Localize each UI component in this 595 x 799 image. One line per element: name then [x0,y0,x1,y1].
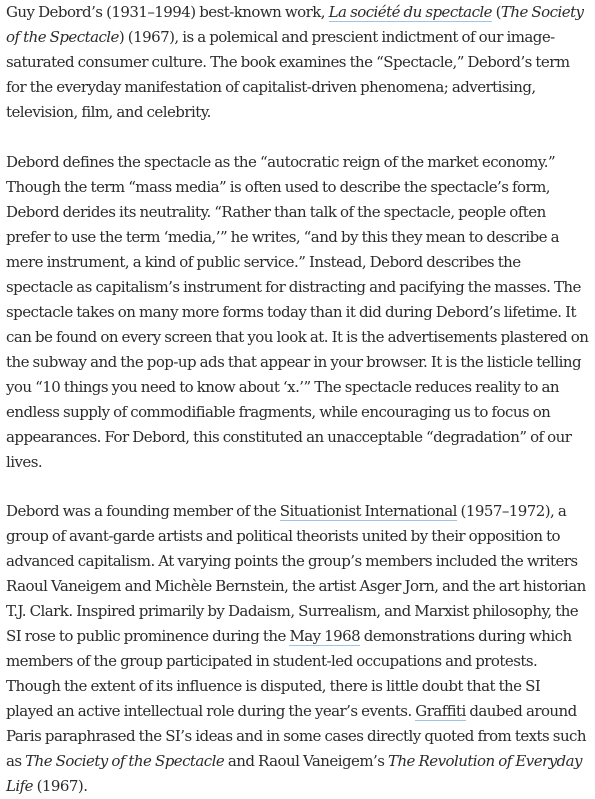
link-graffiti[interactable]: Graffiti [415,702,466,720]
book-title-society: The Society of the Spectacle [25,752,225,770]
link-situationist-international[interactable]: Situationist International [279,502,457,520]
link-may-1968[interactable]: May 1968 [289,627,361,645]
text: daubed around Paris paraphrased the SI’s ideas and in some cases directly quoted from texts such as [6,702,587,770]
paragraph-intro [6,0,590,125]
text: demonstrations during which members of the group participated in student-led occupations and protests. Though the extent of its influence is disputed, there is little doubt that the SI played an active intellectual role during the year’s events. [6,627,572,720]
text: Debord was a founding member of the [6,502,280,520]
text: Guy Debord’s (1931–1994) best-known work, [6,3,329,21]
text: and Raoul Vaneigem’s [224,752,388,770]
paragraph-situationist [6,499,590,799]
book-title-english: The Society of the Spectacle [6,3,584,46]
paragraph-spectacle-definition [6,150,590,475]
link-la-societe-du-spectacle[interactable]: La société du spectacle [328,3,492,21]
text: (1957–1972), a group of avant-garde artists and political theorists united by their opposition to advanced capitalism. At varying points the group’s members included the writers Raoul Vaneigem and Michèle Bernstein, the artist Asger Jorn, and the art historian T.J. Clark. Inspired primarily by Dadaism, Surrealism, and Marxist philosophy, the SI rose to public prominence during the [6,502,586,645]
text: (1967). [33,777,88,795]
text: Debord defines the spectacle as the “autocratic reign of the market economy.” Though the term “mass media” is often used to describe the spectacle’s form, Debord derides its neutrality. “Rather than talk of the spectacle, people often prefer to use the term ‘media,’” he writes, “and by this they mean to describe a mere instrument, a kind of public service.” Instead, Debord describes the spectacle as capitalism’s instrument for distracting and pacifying the masses. The spectacle takes on many more forms today than it did during Debord’s lifetime. It can be found on every screen that you look at. It is the advertisements plastered on the subway and the pop-up ads that appear in your browser. It is the listicle telling you “10 things you need to know about ‘x.’” The spectacle reduces reality to an endless supply of commodifiable fragments, while encouraging us to focus on appearances. For Debord, this constituted an unacceptable “degradation” of our lives. [6,153,589,471]
text: ) (1967), is a polemical and prescient indictment of our image-saturated consumer culture. The book examines the “Spectacle,” Debord’s term for the everyday manifestation of capitalist-driven phenomena; advertising, television, film, and celebrity. [6,28,570,121]
book-title-revolution: The Revolution of Everyday Life [6,752,582,795]
text: ( [492,3,501,21]
